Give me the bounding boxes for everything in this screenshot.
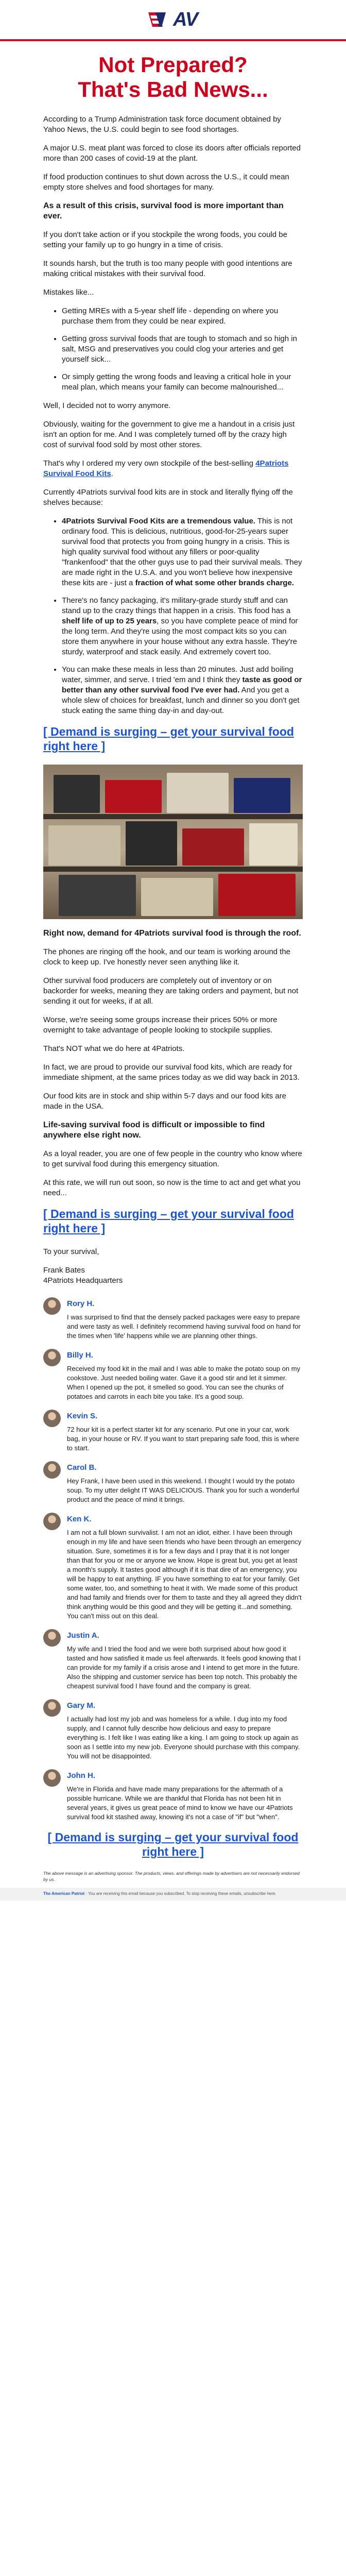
reasons-list — [43, 516, 303, 716]
list-item: • Or simply getting the wrong foods and leaving a critical hole in your meal plan, which means your family can become malnourished... — [62, 372, 303, 393]
paragraph-text: That's why I ordered my very own stockpile of the best-selling — [43, 459, 256, 468]
paragraph: If food production continues to shut down across the U.S., it could mean empty store shelves and food shortages for many. — [43, 173, 289, 192]
testimonial-body — [67, 1349, 303, 1401]
paragraph — [43, 459, 303, 479]
paragraph: Our food kits are in stock and ship within 5-7 days and our food kits are made in the USA. — [43, 1092, 286, 1111]
testimonial-body — [67, 1410, 303, 1453]
reason-text: This is not ordinary food. This is delicious, nutritious, good-for-25-years super survival food that protects you from going hungry in a crisis. This is high quality survival food without any fillers or poor-quality "frankenfood" that the other guys use to pad their survival meals. They are made right in the U.S.A. and you won't believe how inexpensive these kits are - just a — [62, 517, 302, 587]
footer — [0, 1870, 346, 1883]
box-shape — [218, 874, 296, 916]
testimonial-author: John H. — [67, 1771, 95, 1780]
testimonial-text: 72 hour kit is a perfect starter kit for any scenario. Put one in your car, work bag, in your house or RV. If you want to start preparing safe food, this is where to start. — [67, 1426, 299, 1452]
testimonial — [43, 1629, 303, 1691]
reason-text-end: And you get a whole slew of choices for breakfast, lunch and dinner so you don't get stuck eating the same thing day-in and day-out. — [62, 686, 300, 715]
shelf-shape — [43, 867, 303, 872]
box-shape — [48, 825, 120, 866]
testimonial-author: Kevin S. — [67, 1412, 98, 1420]
signature-org: 4Patriots Headquarters — [43, 1276, 123, 1285]
avatar — [43, 1769, 61, 1787]
disclaimer: The above message is an advertising sponsor. The products, views, and offerings made by advertisers are not necessarily endorsed by us. — [43, 1871, 300, 1882]
reason-lead: 4Patriots Survival Food Kits are a tremendous value. — [62, 517, 255, 526]
avatar — [43, 1629, 61, 1647]
testimonial-body — [67, 1629, 303, 1691]
paragraph: Worse, we're seeing some groups increase their prices 50% or more overnight to take advantage of people looking to stockpile supplies. — [43, 1015, 278, 1035]
list-item: • Getting gross survival foods that are tough to stomach and so high in salt, MSG and preservatives you could clog your arteries and get yourself sick... — [62, 334, 303, 365]
paragraph: It sounds harsh, but the truth is too many people with good intentions are making critical mistakes with their survival food. — [43, 259, 292, 278]
headline-line-2: That's Bad News... — [78, 77, 268, 101]
signoff: To your survival, — [43, 1247, 99, 1256]
testimonial-body — [67, 1297, 303, 1341]
box-shape — [249, 823, 298, 866]
testimonial-author: Rory H. — [67, 1299, 95, 1308]
reason-emphasis: fraction of what some other brands charge. — [135, 579, 294, 587]
survival-food-kits-link[interactable]: 4Patriots Survival Food Kits — [43, 459, 289, 478]
testimonial — [43, 1513, 303, 1621]
paragraph-end: . — [111, 469, 113, 478]
avatar — [43, 1461, 61, 1479]
logo[interactable] — [148, 9, 198, 31]
avatar — [43, 1410, 61, 1427]
paragraph: Obviously, waiting for the government to give me a handout in a crisis just isn't an option for me. And I was completely turned off by the crazy high cost of survival food sold by most other stores. — [43, 420, 295, 449]
paragraph: In fact, we are proud to provide our survival food kits, which are ready for immediate shipment, at the same prices today as we did way back in 2013. — [43, 1063, 300, 1082]
paragraph: At this rate, we will run out soon, so now is the time to act and get what you need... — [43, 1178, 301, 1197]
testimonial-author: Justin A. — [67, 1631, 99, 1640]
footer-bar-text: · You are receiving this email because you subscribed. To stop receiving these emails, unsubscribe here. — [84, 1891, 276, 1896]
box-shape — [105, 780, 162, 813]
bucket-shape — [54, 775, 100, 813]
paragraph-bold: Life-saving survival food is difficult or impossible to find anywhere else right now. — [43, 1121, 265, 1140]
paragraph: If you don't take action or if you stockpile the wrong foods, you could be setting your family up to go hungry in a time of crisis. — [43, 230, 287, 249]
box-shape — [167, 773, 229, 813]
paragraph: Mistakes like... — [43, 288, 94, 297]
paragraph: As a loyal reader, you are one of few people in the country who know where to get survival food during this emergency situation. — [43, 1149, 302, 1168]
paragraph: The phones are ringing off the hook, and our team is working around the clock to keep up. I've honestly never seen anything like it. — [43, 947, 291, 967]
mistakes-list — [43, 306, 303, 393]
testimonial — [43, 1410, 303, 1453]
list-item — [62, 516, 303, 588]
signature-name: Frank Bates — [43, 1266, 85, 1275]
headline — [43, 53, 303, 102]
bucket-shape — [126, 821, 177, 866]
cta-link-3[interactable]: [ Demand is surging – get your survival food right here ] — [47, 1831, 299, 1858]
paragraph: According to a Trump Administration task force document obtained by Yahoo News, the U.S. could begin to see food shortages. — [43, 115, 281, 134]
product-stockpile-photo[interactable] — [43, 765, 303, 919]
paragraph: Other survival food producers are completely out of inventory or on backorder for weeks, meaning they are taking orders and payment, but not sending it out for weeks, if at all. — [43, 976, 299, 1006]
testimonial — [43, 1769, 303, 1822]
cta-link-1[interactable]: [ Demand is surging – get your survival food right here ] — [43, 725, 294, 753]
paragraph: Currently 4Patriots survival food kits are in stock and literally flying off the shelves because: — [43, 488, 293, 507]
footer-brand-link[interactable]: The American Patriot — [43, 1891, 85, 1896]
box-shape — [141, 878, 213, 916]
testimonial-author: Gary M. — [67, 1701, 96, 1710]
testimonial — [43, 1699, 303, 1761]
testimonial-body — [67, 1513, 303, 1621]
reason-text: You can make these meals in less than 20 minutes. Just add boiling water, simmer, and serve. I tried 'em and I think they — [62, 665, 293, 684]
box-shape — [182, 828, 244, 866]
testimonial-text: I actually had lost my job and was homeless for a while. I dug into my food supply, and I cannot fully describe how delicious and easy to prepare everything is. I felt like I was eating like a king. I am going to stock up again as soon as I settle into my new job. Everyone should purchase with this company. You will not be disappointed. — [67, 1715, 300, 1760]
testimonial-author: Carol B. — [67, 1463, 97, 1472]
testimonial — [43, 1349, 303, 1401]
bucket-shape — [59, 875, 136, 916]
list-item: • Getting MREs with a 5-year shelf life - depending on where you purchase them from they could be near expired. — [62, 306, 303, 327]
cta-link-2[interactable]: [ Demand is surging – get your survival food right here ] — [43, 1207, 294, 1235]
header — [0, 0, 346, 41]
avatar — [43, 1513, 61, 1530]
testimonial-body — [67, 1699, 303, 1761]
testimonial-text: We're in Florida and have made many preparations for the aftermath of a possible hurricane. While we are thankful that Florida has not been hit in several years, it gives us great peace of mind to know we have our 4Patriots survival food kit stashed away, knowing it's not a case of "if" but "when". — [67, 1785, 293, 1821]
reason-text: There's no fancy packaging, it's military-grade sturdy stuff and can stand up to the crazy things that happen in a crisis. This food has a — [62, 596, 291, 615]
flag-logo-icon — [148, 10, 170, 29]
headline-line-1: Not Prepared? — [98, 53, 248, 77]
paragraph: That's NOT what we do here at 4Patriots. — [43, 1044, 185, 1053]
article-body — [0, 53, 346, 1859]
avatar — [43, 1349, 61, 1366]
testimonial-author: Ken K. — [67, 1515, 92, 1523]
testimonial-body — [67, 1769, 303, 1822]
box-shape — [234, 778, 290, 813]
testimonial-author: Billy H. — [67, 1351, 93, 1360]
testimonial-body — [67, 1461, 303, 1504]
testimonial-text: I was surprised to find that the densely packed packages were easy to prepare and were tasty as well. I definitely recommend having survival food on hand for the times when 'life' happens while we are planning other things. — [67, 1313, 301, 1340]
list-item — [62, 596, 303, 657]
reason-emphasis: taste as good or better than any other survival food I've ever had. — [62, 675, 302, 694]
paragraph-bold: As a result of this crisis, survival food is more important than ever. — [43, 201, 284, 221]
reason-text-end: , so you have complete peace of mind for the long term. And they're using the most compact kits so you can store them anywhere in your house without any extra hassle. They're sturdy, waterproof and stack easily. And extremely covert too. — [62, 617, 298, 656]
logo-text: AV — [173, 8, 198, 30]
testimonial-text: I am not a full blown survivalist. I am not an idiot, either. I have been through enough in my life and have seen friends who have been through an emergency situation. Sure, sometimes it is for a few days and I pray that it is not longer than that for you or me or anyone we know. Hope is great but, you get at least a month's supply. It tastes good although if it is that dire of an emergency, you will be happy to eat anything. IF you have something to eat for your family. Get some water, too, and something to heat it with. We made some of this product and had family and friends over for them to taste and they all agreed they didn't think anything would be this good and they will be getting it...and something. You can't miss out on this deal. — [67, 1529, 302, 1620]
list-item — [62, 665, 303, 716]
paragraph: A major U.S. meat plant was forced to close its doors after officials reported more than 200 cases of covid-19 at the plant. — [43, 144, 301, 163]
testimonial — [43, 1461, 303, 1504]
paragraph-bold: Right now, demand for 4Patriots survival food is through the roof. — [43, 929, 301, 938]
reason-emphasis: shelf life of up to 25 years — [62, 617, 157, 625]
avatar — [43, 1699, 61, 1717]
avatar — [43, 1297, 61, 1315]
testimonials-list — [43, 1297, 303, 1822]
testimonial — [43, 1297, 303, 1341]
testimonial-text: Received my food kit in the mail and I was able to make the potato soup on my cookstove. Just needed boiling water. Gave it a good stir and let it simmer. When I opened up the pot, it smelled so good. You can see the chunks of potatoes and carrots in each bite you take. It's a good soup. — [67, 1365, 301, 1400]
testimonial-text: Hey Frank, I have been used in this weekend. I thought I would try the potato soup. To my utter delight IT WAS DELICIOUS. Thank you for such a wonderful product and the peace of mind it brings. — [67, 1477, 300, 1503]
footer-bar — [0, 1888, 346, 1901]
shelf-shape — [43, 814, 303, 819]
testimonial-text: My wife and I tried the food and we were both surprised about how good it tasted and how satisfied it made us feel afterwards. It feels good knowing that I can provide for my family if a crisis arose and I intend to get more in the future. Also the shipping and customer service has been top notch. This probably the cheapest survival food I have found and the company is great. — [67, 1645, 301, 1690]
paragraph: Well, I decided not to worry anymore. — [43, 401, 171, 410]
